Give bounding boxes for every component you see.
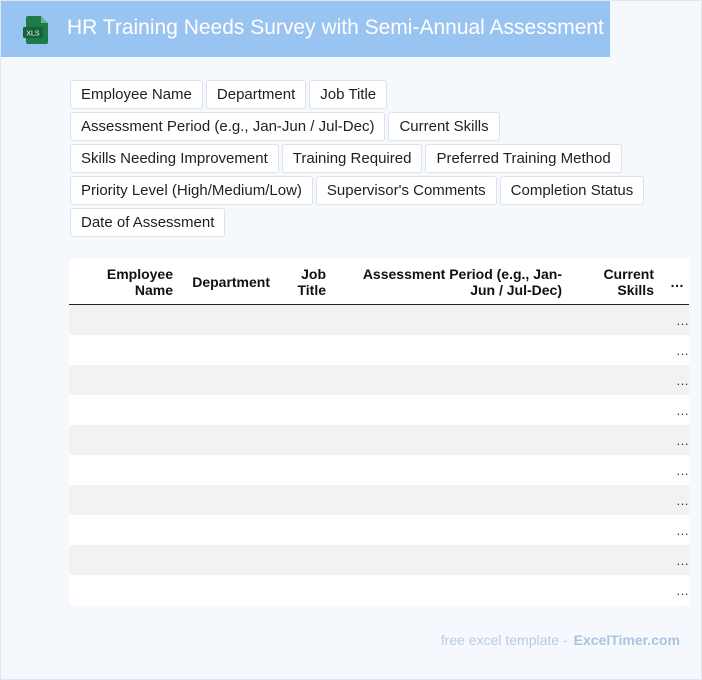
column-header-current-skills[interactable]: Current Skills [568,259,660,305]
xls-icon-label: XLS [26,30,40,38]
field-list [70,80,634,240]
table-cell[interactable] [332,395,568,425]
field-chip-date-of-assessment[interactable]: Date of Assessment [70,208,225,237]
table-cell-overflow[interactable]: … [660,425,689,455]
table-cell[interactable] [568,575,660,605]
column-header-assessment-period[interactable]: Assessment Period (e.g., Jan-Jun / Jul-Dec) [332,259,568,305]
column-header-employee-name[interactable]: Employee Name [69,259,179,305]
table-cell[interactable] [332,305,568,336]
table-cell-overflow[interactable]: … [660,365,689,395]
table-cell[interactable] [276,365,332,395]
table-cell[interactable] [69,575,179,605]
table-cell[interactable] [568,305,660,336]
column-header-overflow: … [660,259,689,305]
field-chip-department[interactable]: Department [206,80,306,109]
table-row [69,575,689,605]
table-row [69,545,689,575]
table-cell[interactable] [69,365,179,395]
table-row [69,515,689,545]
table-cell[interactable] [332,365,568,395]
table-cell[interactable] [568,365,660,395]
table-cell[interactable] [568,425,660,455]
footer-prefix: free excel template - [440,632,568,648]
field-row [70,176,634,205]
table-cell-overflow[interactable]: … [660,515,689,545]
field-row [70,80,630,109]
field-chip-completion-status[interactable]: Completion Status [500,176,645,205]
table-cell[interactable] [69,485,179,515]
table-cell[interactable] [276,455,332,485]
field-chip-employee-name[interactable]: Employee Name [70,80,203,109]
survey-table [69,259,689,605]
survey-table-container[interactable] [69,259,689,606]
table-cell[interactable] [69,305,179,336]
table-header-row [69,259,689,305]
table-row [69,395,689,425]
field-chip-training-required[interactable]: Training Required [282,144,423,173]
table-cell[interactable] [69,395,179,425]
field-chip-skills-needing-improvement[interactable]: Skills Needing Improvement [70,144,279,173]
title-banner [1,1,610,57]
table-cell-overflow[interactable]: … [660,305,689,336]
table-cell[interactable] [69,335,179,365]
table-cell[interactable] [179,455,276,485]
xls-file-icon [23,15,49,45]
column-header-job-title[interactable]: Job Title [276,259,332,305]
column-header-department[interactable]: Department [179,259,276,305]
field-chip-supervisors-comments[interactable]: Supervisor's Comments [316,176,497,205]
table-cell[interactable] [179,395,276,425]
field-row [70,112,630,141]
table-cell-overflow[interactable]: … [660,335,689,365]
field-chip-current-skills[interactable]: Current Skills [388,112,499,141]
field-row [70,208,630,237]
table-cell[interactable] [276,305,332,336]
table-cell[interactable] [568,545,660,575]
table-cell[interactable] [179,485,276,515]
table-cell-overflow[interactable]: … [660,395,689,425]
table-cell[interactable] [276,545,332,575]
table-body [69,305,689,606]
table-cell-overflow[interactable]: … [660,485,689,515]
table-cell[interactable] [332,485,568,515]
table-row [69,485,689,515]
table-row [69,305,689,336]
table-cell[interactable] [276,575,332,605]
table-cell[interactable] [69,455,179,485]
table-cell[interactable] [179,365,276,395]
footer-credit [441,632,680,648]
table-cell[interactable] [568,485,660,515]
table-row [69,365,689,395]
field-chip-job-title[interactable]: Job Title [309,80,387,109]
table-cell[interactable] [276,425,332,455]
table-cell[interactable] [276,335,332,365]
table-cell[interactable] [69,515,179,545]
table-cell[interactable] [179,545,276,575]
table-cell[interactable] [179,425,276,455]
table-cell[interactable] [332,515,568,545]
table-cell[interactable] [568,335,660,365]
table-cell[interactable] [179,305,276,336]
field-chip-priority-level[interactable]: Priority Level (High/Medium/Low) [70,176,313,205]
field-row [70,144,630,173]
table-cell[interactable] [332,545,568,575]
table-row [69,425,689,455]
table-cell[interactable] [179,575,276,605]
table-cell[interactable] [69,545,179,575]
table-cell[interactable] [276,485,332,515]
page-title: HR Training Needs Survey with Semi-Annual Assessment [67,16,604,39]
table-cell[interactable] [332,335,568,365]
table-cell[interactable] [332,575,568,605]
table-cell[interactable] [332,425,568,455]
table-cell[interactable] [276,395,332,425]
table-row [69,335,689,365]
table-cell[interactable] [69,425,179,455]
table-cell-overflow[interactable]: … [660,545,689,575]
table-cell-overflow[interactable]: … [660,455,689,485]
table-cell-overflow[interactable]: … [660,575,689,605]
table-row [69,455,689,485]
table-cell[interactable] [179,335,276,365]
footer-brand-link[interactable]: ExcelTimer.com [573,632,680,648]
table-cell[interactable] [179,515,276,545]
table-cell[interactable] [332,455,568,485]
field-chip-assessment-period[interactable]: Assessment Period (e.g., Jan-Jun / Jul-Dec) [70,112,385,141]
table-cell[interactable] [276,515,332,545]
table-cell[interactable] [568,395,660,425]
field-chip-preferred-training-method[interactable]: Preferred Training Method [425,144,621,173]
table-cell[interactable] [568,515,660,545]
table-cell[interactable] [568,455,660,485]
